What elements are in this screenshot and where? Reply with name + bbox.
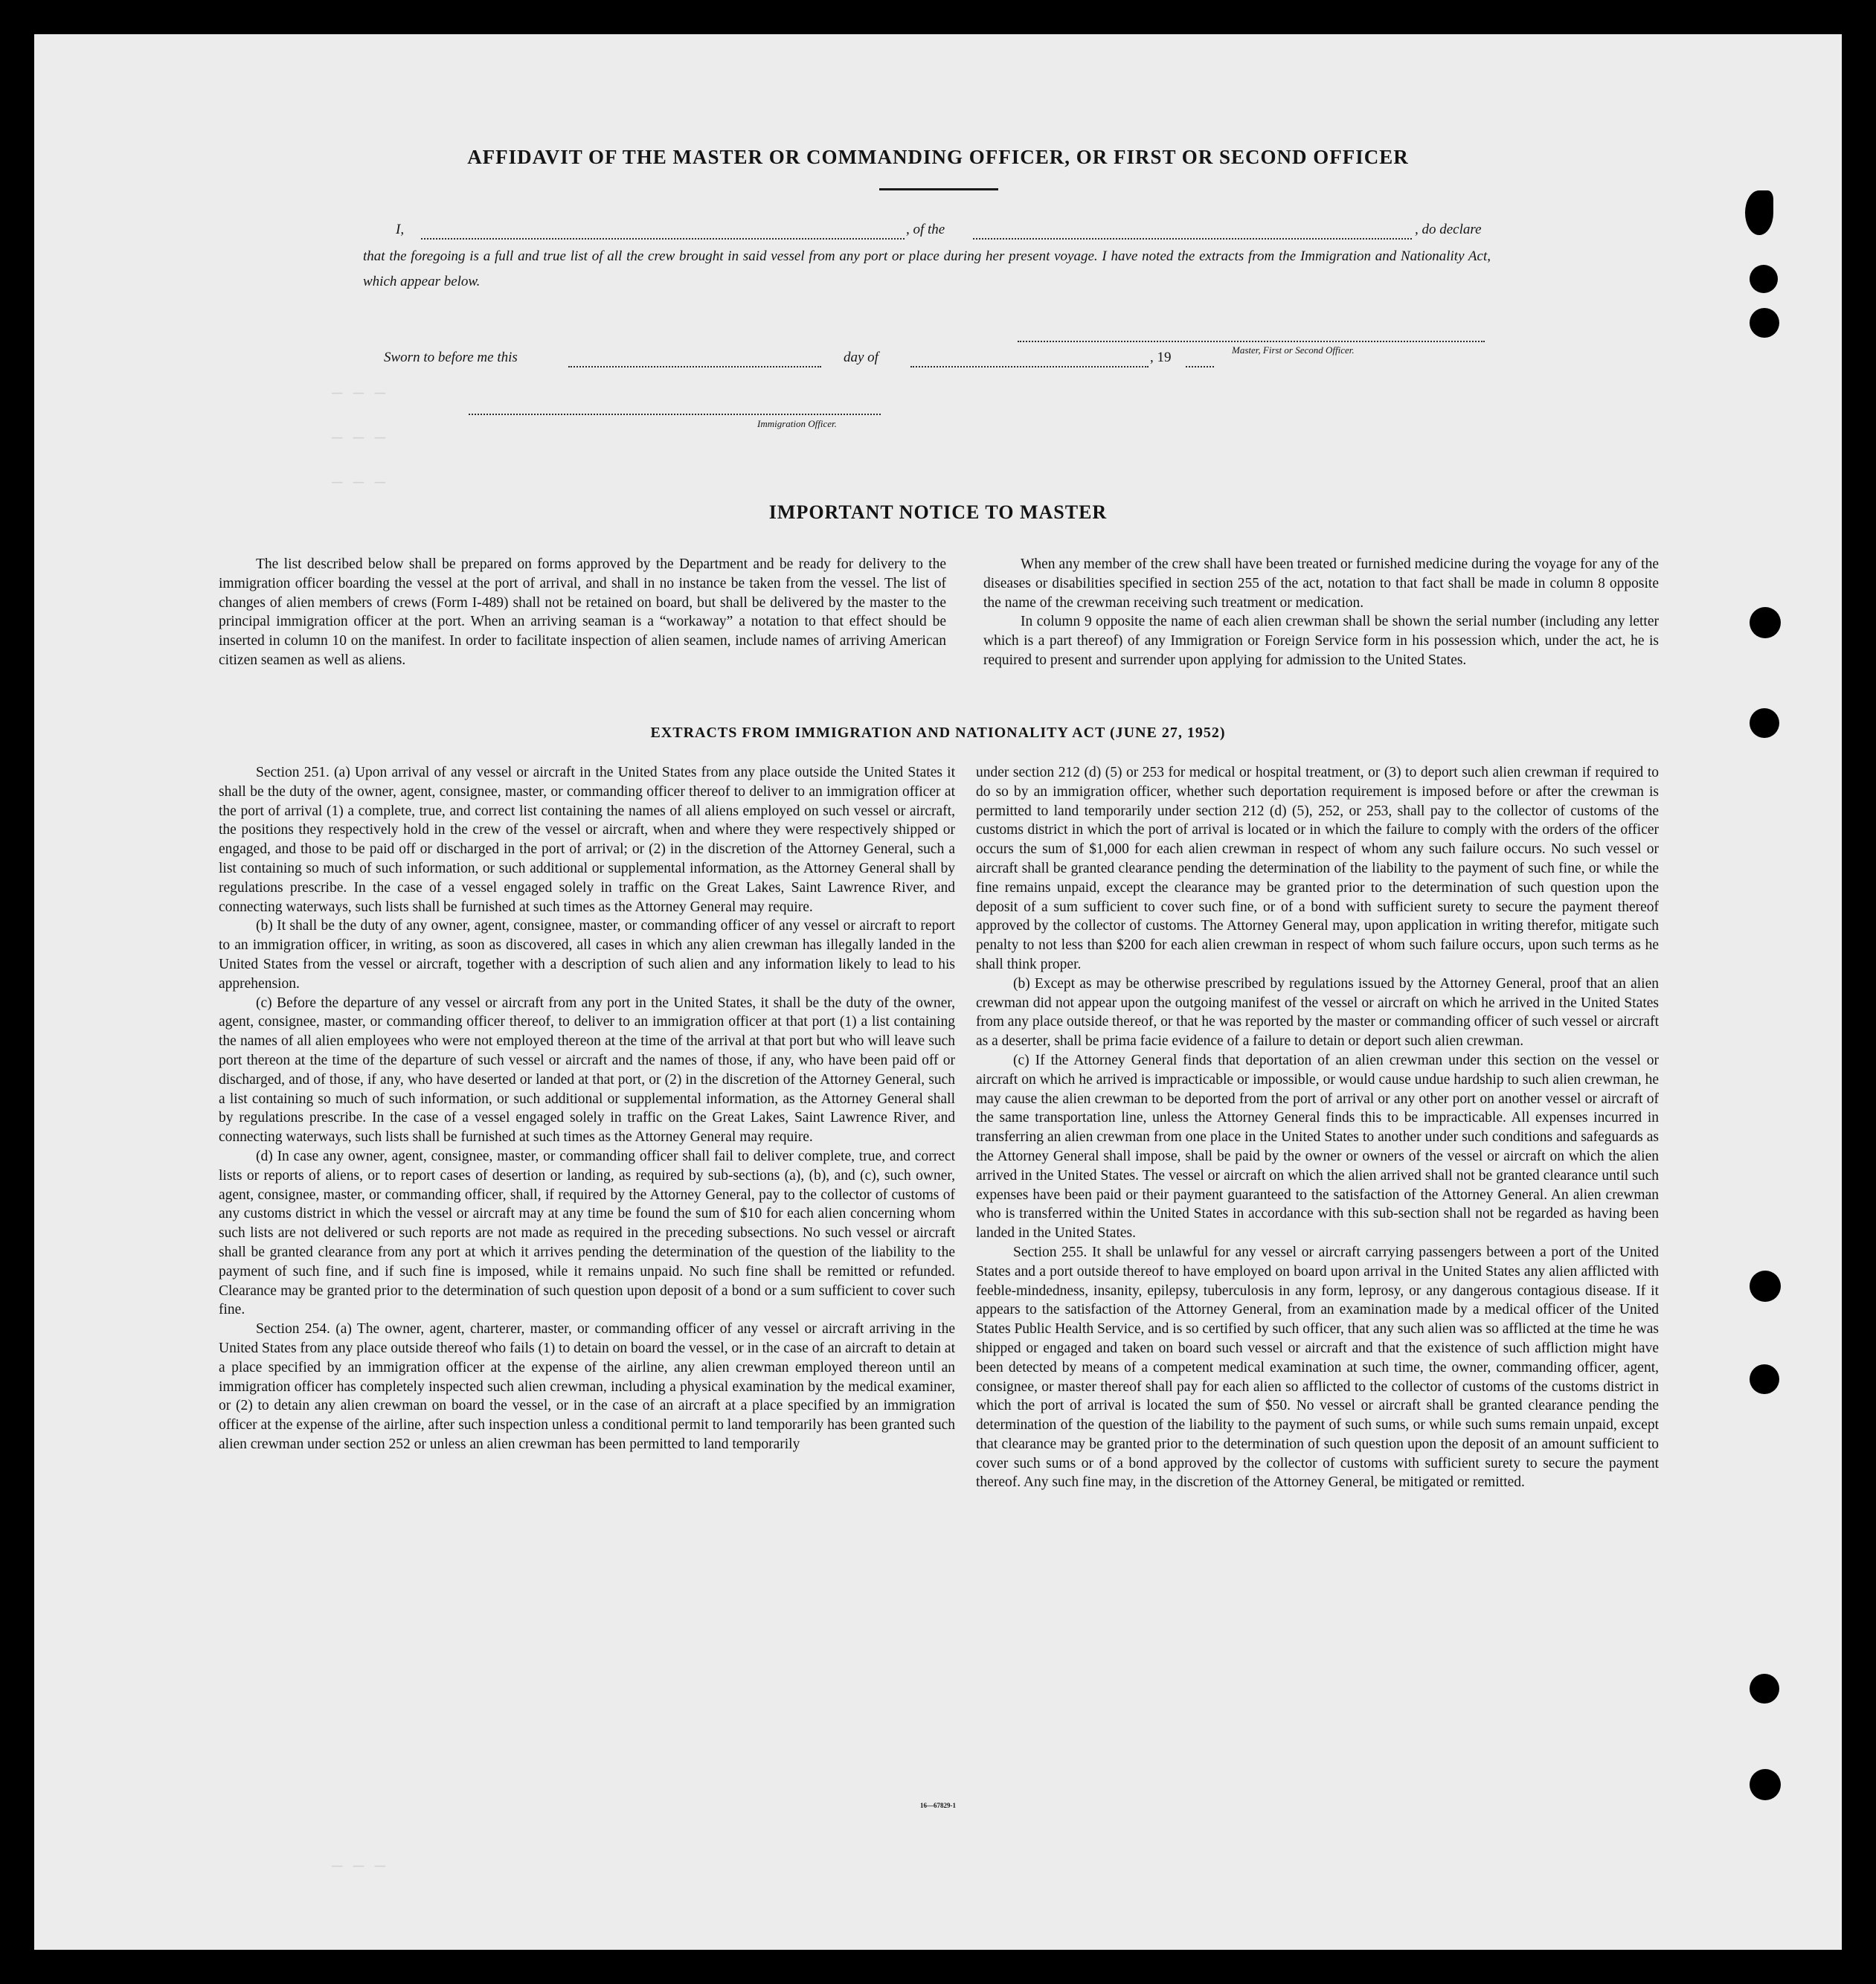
section-254-c: (c) If the Attorney General finds that deportation of an alien crewman under this section on the vessel or aircraft on which he arrived is impracticable or impossible, or would cause undue hardship to such alien crewman, he may cause the alien crewman to be deported from the port of arrival or any other port on another vessel or aircraft of the same transportation line, unless the Attorney General finds this to be impracticable. All expenses incurred in transferring an alien crewman from one place in the United States to another under such conditions and safeguards as the Attorney General shall impose, shall be paid by the owner or owners of the vessel or aircraft on which the alien arrived in the United States. The vessel or aircraft on which the alien arrived shall not be granted clearance until such expenses have been paid or their payment guaranteed to the satisfaction of the Attorney General. An alien crewman who is transferred within the United States in accordance with this sub-section shall not be regarded as having been landed in the United States.	[976, 1052, 1659, 1242]
notice-right-column	[983, 555, 1659, 670]
bleed-through-mark: — — —	[332, 473, 386, 493]
extracts-right-column	[976, 763, 1659, 1492]
section-251-c: (c) Before the departure of any vessel or aircraft from any port in the United States, it shall be the duty of the owner, agent, consignee, master, or commanding officer thereof, to deliver to an immigration officer at that port (1) a list containing the names of all alien employees who were not employed thereon at the time of the arrival at that port but who will leave such port thereon at the time of the departure of such vessel or aircraft and the names of those, if any, who have been paid off or discharged, and of those, if any, who have deserted or landed at that port, or (2) in the discretion of the Attorney General, such a list containing so much of such information, or such additional or supplemental information, as the Attorney General shall by regulations prescribe. In the case of a vessel engaged solely in traffic on the Great Lakes, Saint Lawrence River, and connecting waterways, such lists shall be furnished at such times as the Attorney General may require.	[219, 995, 955, 1146]
bleed-through-mark: — — —	[332, 1857, 386, 1877]
notice-left-column	[219, 555, 946, 670]
officer-signature-line[interactable]	[469, 414, 881, 415]
officer-signature-caption: Immigration Officer.	[757, 418, 837, 429]
section-254-b: (b) Except as may be otherwise prescribed by regulations issued by the Attorney General, proof that an alien crewman did not appear upon the outgoing manifest of the vessel or aircraft on which he arrived in the United States from any place outside thereof, or that he was reported by the master or commanding officer of such vessel or aircraft as a deserter, shall be prima facie evidence of a failure to detain or deport such alien crewman.	[976, 975, 1659, 1050]
punch-hole	[1750, 1769, 1781, 1800]
of-the-label: , of the	[906, 222, 945, 237]
punch-hole	[1750, 708, 1779, 738]
punch-hole	[1750, 1674, 1779, 1704]
punch-hole	[1750, 607, 1781, 638]
bleed-through-mark: — — —	[332, 428, 386, 449]
bleed-through-mark: — — —	[332, 384, 386, 404]
form-number: 16—67829-1	[920, 1802, 956, 1809]
notice-paragraph: The list described below shall be prepared on forms approved by the Department and be ready for delivery to the immigration officer boarding the vessel at the port of arrival, and shall in no instance be taken from the vessel. The list of changes of alien members of crews (Form I-489) shall not be retained on board, but shall be delivered by the master to the principal immigration officer at the port. When an arriving seaman is a “workaway” a notation to that effect should be inserted in column 10 on the manifest. In order to facilitate inspection of alien seamen, include names of arriving American citizen seamen as well as aliens.	[219, 556, 946, 668]
notice-paragraph: In column 9 opposite the name of each alien crewman shall be shown the serial number (including any letter which is a part thereof) of any Immigration or Foreign Service form in his possession which, under the act, he is required to present and surrender upon applying for admission to the United States.	[983, 614, 1659, 668]
declaration-text: that the foregoing is a full and true list of all the crew brought in said vessel from any port or place during her present voyage. I have noted the extracts from the Immigration and Nationality Act, which appear below.	[363, 248, 1491, 289]
document-page	[34, 34, 1842, 1950]
master-signature-caption: Master, First or Second Officer.	[1232, 344, 1355, 356]
day-of-label: day of	[844, 350, 878, 365]
extracts-left-column	[219, 763, 955, 1454]
title-rule	[879, 188, 998, 190]
section-254-a-continued: under section 212 (d) (5) or 253 for medical or hospital treatment, or (3) to deport such alien crewman if required to do so by an immigration officer, whether such deportation requirement is imposed before or after the crewman is permitted to land temporarily under section 212 (d) (5), 252, or 253, shall pay to the collector of customs of the customs district in which the port of arrival is located or in which the failure to comply with the orders of the officer occurs the sum of $1,000 for each alien crewman in respect of whom any such failure occurs. No such vessel or aircraft shall be granted clearance pending the determination of the liability to the payment of such fine, or while the fine remains unpaid, except the clearance may be granted prior to the determination of such question upon the deposit of a sum sufficient to cover such fine, or of a bond with sufficient surety to secure the payment thereof approved by the collector of customs. The Attorney General may, upon application in writing therefor, mitigate such penalty to not less than $200 for each alien crewman in respect of whom such failure occurs, upon such terms as he shall think proper.	[976, 765, 1659, 972]
sworn-month-blank[interactable]	[910, 366, 1149, 367]
punch-hole	[1750, 1271, 1781, 1302]
sworn-day-blank[interactable]	[568, 366, 821, 367]
do-declare-label: , do declare	[1415, 222, 1482, 237]
notice-title: IMPORTANT NOTICE TO MASTER	[768, 501, 1108, 523]
notice-paragraph: When any member of the crew shall have been treated or furnished medicine during the voyage for any of the diseases or disabilities specified in section 255 of the act, notation to that fact shall be made in column 8 opposite the name of the crewman receiving such treatment or medication.	[983, 556, 1659, 611]
punch-hole	[1750, 308, 1779, 338]
section-251-a: Section 251. (a) Upon arrival of any vessel or aircraft in the United States from any place outside the United States it shall be the duty of the owner, agent, consignee, master, or commanding officer thereof to deliver to an immigration officer at the port of arrival (1) a complete, true, and correct list containing the names of all aliens employed on such vessel or aircraft, the positions they respectively hold in the crew of the vessel or aircraft, when and where they were respectively shipped or engaged, and those to be paid off or discharged in the port of arrival; or (2) in the discretion of the Attorney General, such a list containing so much of such information, or such additional or supplemental information, as the Attorney General shall by regulations prescribe. In the case of a vessel engaged solely in traffic on the Great Lakes, Saint Lawrence River, and connecting waterways, such lists shall be furnished at such times as the Attorney General may require.	[219, 765, 955, 915]
sworn-label: Sworn to before me this	[384, 350, 518, 365]
vessel-blank-line[interactable]	[973, 238, 1412, 240]
affidavit-title: AFFIDAVIT OF THE MASTER OR COMMANDING OFFICER, OR FIRST OR SECOND OFFICER	[467, 146, 1409, 168]
punch-hole	[1750, 1364, 1779, 1394]
punch-hole-torn	[1745, 190, 1773, 235]
section-254-a: Section 254. (a) The owner, agent, charterer, master, or commanding officer of any vessel or aircraft arriving in the United States from any place outside thereof who fails (1) to detain on board the vessel, or in the case of an aircraft to detain at a place specified by an immigration officer at the expense of the airline, any alien crewman employed thereon until an immigration officer has completely inspected such alien crewman, including a physical examination by the medical examiner, or (2) to detain any alien crewman on board the vessel, or in the case of an aircraft at a place specified by an immigration officer at the expense of the airline, after such inspection unless a conditional permit to land temporarily has been granted such alien crewman under section 252 or unless an alien crewman has been permitted to land temporarily	[219, 1321, 955, 1452]
master-signature-line[interactable]	[1018, 341, 1485, 342]
extracts-title: EXTRACTS FROM IMMIGRATION AND NATIONALITY ACT (JUNE 27, 1952)	[650, 725, 1226, 741]
year-blank[interactable]	[1186, 366, 1214, 367]
section-251-d: (d) In case any owner, agent, consignee, master, or commanding officer shall fail to deliver complete, true, and correct lists or reports of aliens, or to report cases of desertion or landing, as required by sub-sections (a), (b), and (c), such owner, agent, consignee, master, or commanding officer, shall, if required by the Attorney General, pay to the collector of customs of any customs district in which the vessel or aircraft may at any time be found the sum of $10 for each alien concerning whom such lists are not delivered or such reports are not made as required in the preceding subsections. No such vessel or aircraft shall be granted clearance from any port at which it arrives pending the determination of the question of the liability to the payment of such fine, and if such fine is imposed, while it remains unpaid. No such fine shall be remitted or refunded. Clearance may be granted prior to the determination of such question upon deposit of a bond or a sum sufficient to cover such fine.	[219, 1148, 955, 1318]
punch-hole	[1750, 265, 1778, 293]
year-label: , 19	[1150, 350, 1172, 365]
affidavit-i-label: I,	[396, 222, 405, 237]
section-251-b: (b) It shall be the duty of any owner, agent, consignee, master, or commanding officer of any vessel or aircraft to report to an immigration officer, in writing, as soon as discovered, all cases in which any alien crewman has illegally landed in the United States from the vessel or aircraft, together with a description of such alien and any information likely to lead to his apprehension.	[219, 918, 955, 992]
section-255: Section 255. It shall be unlawful for any vessel or aircraft carrying passengers between a port of the United States and a port outside thereof to have employed on board upon arrival in the United States any alien afflicted with feeble-mindedness, insanity, epilepsy, tuberculosis in any form, leprosy, or any dangerous contagious disease. If it appears to the satisfaction of the Attorney General, from an examination made by a medical officer of the United States Public Health Service, and is so certified by such officer, that any such alien was so afflicted at the time he was shipped or engaged and taken on board such vessel or aircraft and that the existence of such affliction might have been detected by means of a competent medical examination at such time, the owner, commanding officer, agent, consignee, or master thereof shall pay for each alien so afflicted to the collector of customs of the customs district in which the port of arrival is located the sum of $50. No vessel or aircraft shall be granted clearance pending the determination of the question of the liability to the payment of such sums, or while such sums remain unpaid, except that clearance may be granted prior to the determination of such question upon the deposit of an amount sufficient to cover such sums or of a bond approved by the collector of customs with sufficient surety to secure the payment thereof. Any such fine may, in the discretion of the Attorney General, be mitigated or remitted.	[976, 1244, 1659, 1491]
name-blank-line[interactable]	[421, 238, 905, 240]
